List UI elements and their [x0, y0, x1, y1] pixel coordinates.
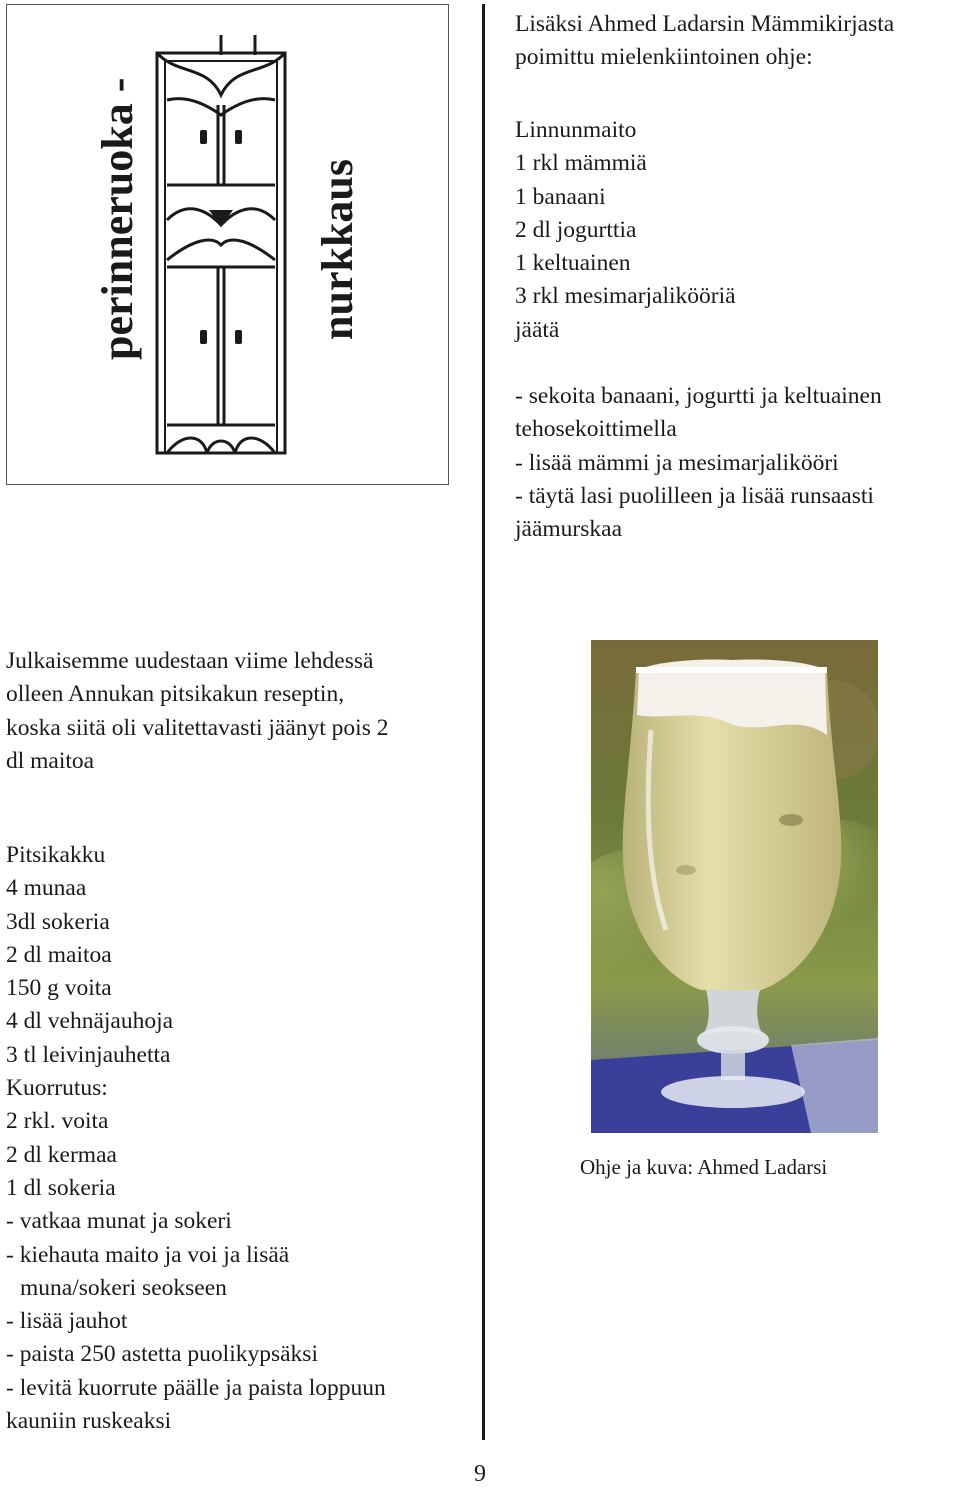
ingredient: 2 dl maitoa [6, 941, 112, 968]
ingredient: 1 keltuainen [515, 250, 631, 277]
drink-glass-illustration [591, 640, 878, 1133]
perinneruoka-nurkkaus-logo [6, 4, 449, 485]
instruction-step: jäämurskaa [515, 516, 623, 543]
ingredient: jäätä [515, 316, 560, 343]
cake-recipe [6, 839, 386, 1438]
logo-artwork [7, 5, 447, 483]
drink-recipe [515, 114, 736, 347]
instruction-step: kauniin ruskeaksi [6, 1408, 172, 1435]
topping-title: Kuorrutus: [6, 1075, 108, 1102]
intro-line: Lisäksi Ahmed Ladarsin Mämmikirjasta [515, 11, 895, 37]
instruction-step: - vatkaa munat ja sokeri [6, 1208, 232, 1235]
instruction-step: - paista 250 astetta puolikypsäksi [6, 1341, 318, 1368]
correction-notice [6, 645, 388, 778]
ingredient: 3 tl leivinjauhetta [6, 1041, 171, 1068]
ingredient: 2 dl jogurttia [515, 216, 637, 243]
ingredient: 1 rkl mämmiä [515, 150, 647, 177]
recipe-title: Linnunmaito [515, 117, 637, 143]
page-number: 9 [474, 1461, 486, 1487]
instruction-step: - kiehauta maito ja voi ja lisää [6, 1241, 290, 1268]
svg-text:perinneruoka -: perinneruoka - [93, 77, 142, 360]
topping-ingredient: 2 dl kermaa [6, 1141, 117, 1168]
recipe-title: Pitsikakku [6, 842, 106, 868]
ingredient: 4 dl vehnäjauhoja [6, 1008, 174, 1035]
drink-instructions [515, 380, 882, 546]
instruction-step: tehosekoittimella [515, 416, 677, 443]
ingredient: 1 banaani [515, 183, 606, 210]
intro-text [515, 8, 894, 75]
linnunmaito-photo [591, 640, 878, 1133]
ingredient: 3dl sokeria [6, 908, 110, 935]
notice-line: olleen Annukan pitsikakun reseptin, [6, 681, 345, 708]
instruction-step: - täytä lasi puolilleen ja lisää runsaasti [515, 482, 874, 509]
ingredient: 3 rkl mesimarjalikööriä [515, 283, 736, 310]
photo-caption: Ohje ja kuva: Ahmed Ladarsi [580, 1155, 828, 1179]
instruction-step: muna/sokeri seokseen [20, 1274, 227, 1301]
topping-ingredient: 1 dl sokeria [6, 1174, 116, 1201]
notice-line: dl maitoa [6, 747, 95, 774]
column-divider [482, 4, 485, 1440]
intro-line: poimittu mielenkiintoinen ohje: [515, 44, 813, 71]
instruction-step: - lisää mämmi ja mesimarjalikööri [515, 449, 839, 476]
ingredient: 150 g voita [6, 975, 112, 1002]
instruction-step: - lisää jauhot [6, 1308, 128, 1335]
topping-ingredient: 2 rkl. voita [6, 1108, 109, 1135]
notice-line: Julkaisemme uudestaan viime lehdessä [6, 648, 374, 674]
notice-line: koska siitä oli valitettavasti jäänyt pois 2 [6, 714, 389, 741]
ingredient: 4 munaa [6, 875, 87, 902]
svg-text:nurkkaus: nurkkaus [313, 158, 362, 340]
instruction-step: - sekoita banaani, jogurtti ja keltuainen [515, 383, 882, 409]
instruction-step: - levitä kuorrute päälle ja paista loppuun [6, 1374, 386, 1401]
